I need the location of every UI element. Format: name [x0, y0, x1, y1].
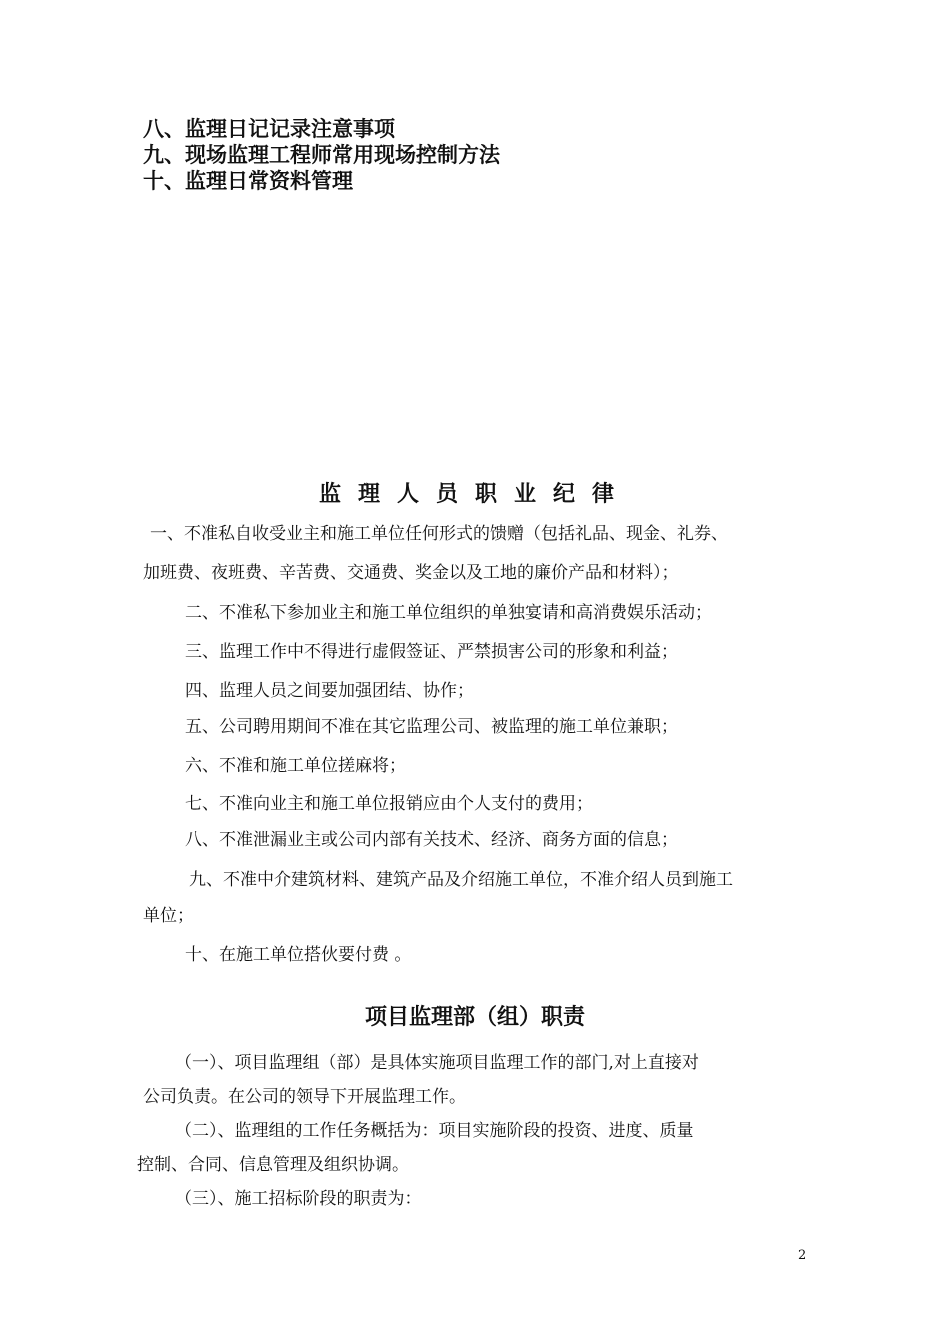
discipline-line: 八、不准泄漏业主或公司内部有关技术、经济、商务方面的信息； [185, 830, 678, 850]
discipline-line: 四、监理人员之间要加强团结、协作； [185, 681, 474, 701]
toc-item: 九、现场监理工程师常用现场控制方法 [143, 143, 500, 167]
discipline-line: 加班费、夜班费、辛苦费、交通费、奖金以及工地的廉价产品和材料）； [143, 563, 679, 583]
discipline-line: 七、不准向业主和施工单位报销应由个人支付的费用； [185, 794, 593, 814]
duties-line: 控制、合同、信息管理及组织协调。 [137, 1155, 409, 1175]
discipline-line: 十、在施工单位搭伙要付费 。 [185, 945, 412, 965]
page-number: 2 [798, 1248, 807, 1263]
toc-item: 八、监理日记记录注意事项 [143, 117, 395, 141]
discipline-line: 单位； [143, 906, 194, 926]
discipline-line: 九、不准中介建筑材料、建筑产品及介绍施工单位，不准介绍人员到施工 [189, 870, 733, 890]
discipline-line: 二、不准私下参加业主和施工单位组织的单独宴请和高消费娱乐活动； [185, 603, 712, 623]
section-title-discipline: 监理人员职业纪律 [318, 482, 631, 507]
section-title-duties: 项目监理部（组）职责 [364, 1005, 585, 1030]
toc-list [143, 116, 500, 194]
discipline-line: 五、公司聘用期间不准在其它监理公司、被监理的施工单位兼职； [185, 717, 678, 737]
discipline-line: 一、不准私自收受业主和施工单位任何形式的馈赠（包括礼品、现金、礼券、 [150, 524, 728, 544]
duties-line: （三）、施工招标阶段的职责为： [175, 1189, 422, 1209]
discipline-line: 六、不准和施工单位搓麻将； [185, 756, 406, 776]
toc-item: 十、监理日常资料管理 [143, 169, 353, 193]
discipline-line: 三、监理工作中不得进行虚假签证、严禁损害公司的形象和利益； [185, 642, 678, 662]
duties-line: （一）、项目监理组（部）是具体实施项目监理工作的部门,对上直接对 [175, 1053, 699, 1073]
duties-line: 公司负责。在公司的领导下开展监理工作。 [143, 1087, 466, 1107]
duties-line: （二）、监理组的工作任务概括为：项目实施阶段的投资、进度、质量 [175, 1121, 694, 1141]
